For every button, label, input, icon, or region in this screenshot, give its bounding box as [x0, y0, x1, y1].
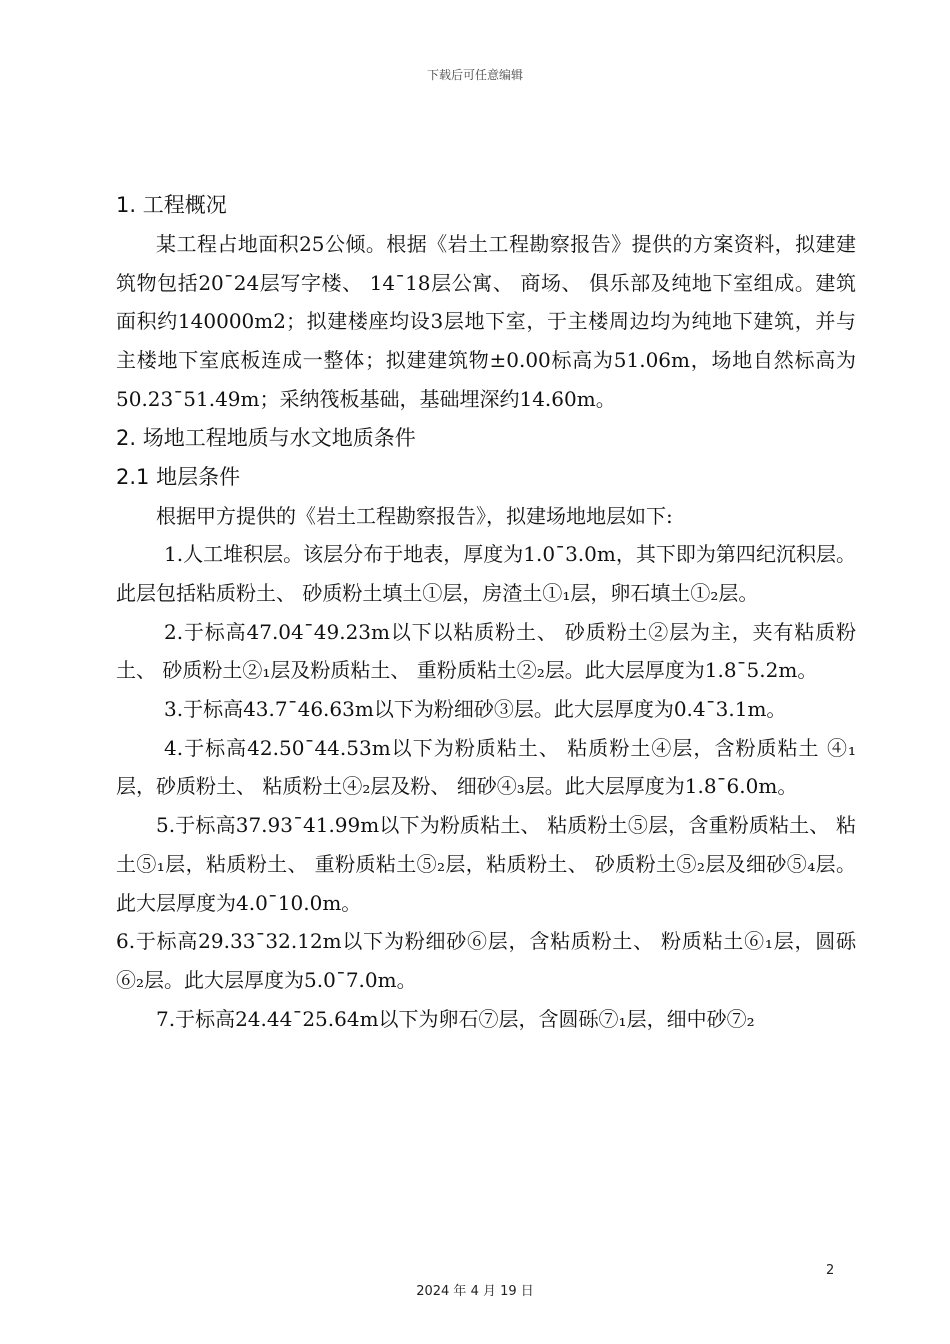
stratum-item-4: 4.于标高42.50¯44.53m以下为粉质粘土、 粘质粉土④层，含粉质粘土 ④₁ 层，砂质粉土、 粘质粉土④₂层及粉、 细砂④₃层。此大层厚度为1.8¯6.0m。: [116, 735, 856, 799]
section-1-title: 1. 工程概况: [116, 193, 227, 217]
stratum-item-6: 6.于标高29.33¯32.12m以下为粉细砂⑥层，含粘质粉土、 粉质粘土⑥₁层，圆砾⑥₂层。此大层厚度为5.0¯7.0m。: [116, 929, 856, 992]
section-1-paragraph: 某工程占地面积25公倾。根据《岩土工程勘察报告》提供的方案资料，拟建建筑物包括20¯24层写字楼、 14¯18层公寓、 商场、 俱乐部及纯地下室组成。建筑面积约140000m2；拟建楼座均设3层地下室，于主楼周边均为纯地下建筑，并与主楼地下室底板连成一整体；拟建建筑物±0.00标高为51.06m，场地自然标高为50.23¯51.49m；采纳筏板基础，基础埋深约14.60m。: [116, 232, 856, 411]
stratum-item-2: 2.于标高47.04¯49.23m以下以粘质粉土、 砂质粉土②层为主，夹有粘质粉土、 砂质粉土②₁层及粉质粘土、 重粉质粘土②₂层。此大层厚度为1.8¯5.2m。: [116, 619, 856, 683]
page-header: 下载后可任意编辑: [426, 68, 523, 82]
stratum-item-1: 1.人工堆积层。该层分布于地表，厚度为1.0¯3.0m，其下即为第四纪沉积层。此层包括粘质粉土、 砂质粉土填土①层，房渣土①₁层，卵石填土①₂层。: [116, 542, 856, 605]
footer-date: 2024 年 4 月 19 日: [416, 1284, 534, 1299]
stratum-item-7: 7.于标高24.44¯25.64m以下为卵石⑦层，含圆砾⑦₁层，细中砂⑦₂: [156, 1006, 755, 1031]
page-number: 2: [826, 1263, 835, 1278]
document-body: [116, 186, 856, 1038]
stratum-item-3: 3.于标高43.7¯46.63m以下为粉细砂③层。此大层厚度为0.4¯3.1m。: [164, 697, 787, 722]
section-2-1-intro: 根据甲方提供的《岩土工程勘察报告》，拟建场地地层如下:: [156, 503, 673, 528]
section-2-1-title: 2.1 地层条件: [116, 464, 241, 489]
stratum-item-5: 5.于标高37.93¯41.99m以下为粉质粘土、 粘质粉土⑤层，含重粉质粘土、 粘土⑤₁层，粘质粉土、 重粉质粘土⑤₂层，粘质粉土、 砂质粉土⑤₂层及细砂⑤₄层。此大层厚度为4.0¯10.0m。: [116, 813, 856, 915]
section-2-title: 2. 场地工程地质与水文地质条件: [116, 425, 416, 450]
